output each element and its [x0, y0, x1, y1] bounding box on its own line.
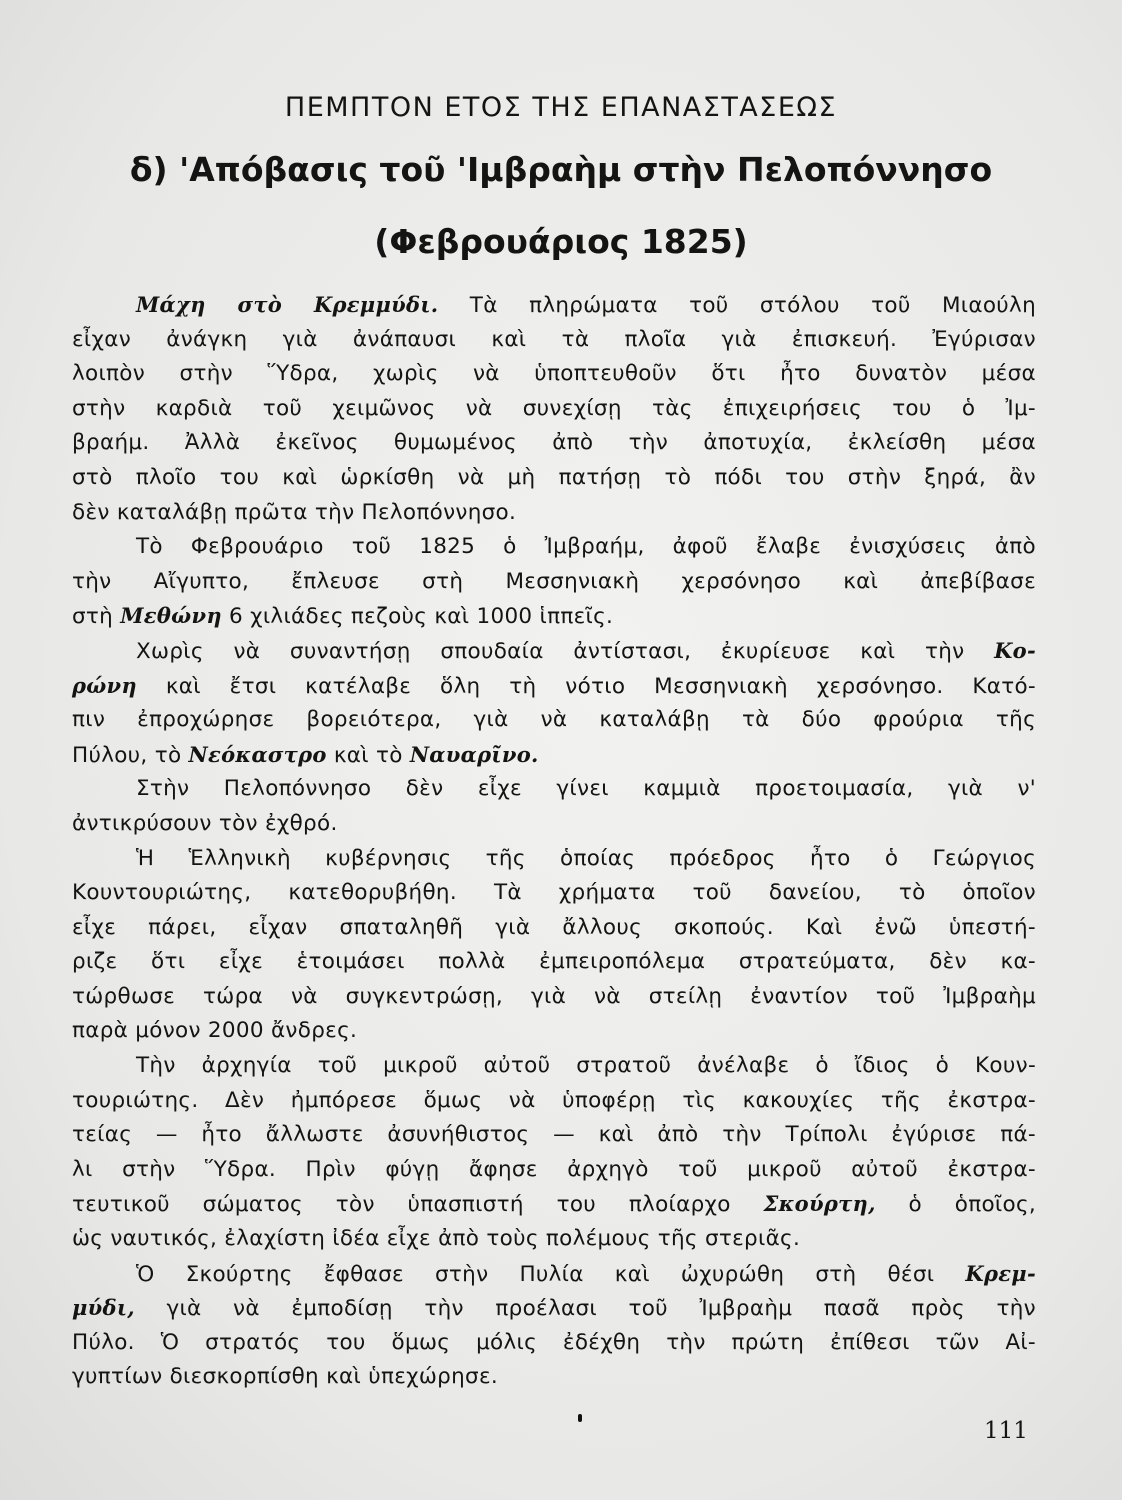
line-text: Ἡ Ἑλληνικὴ κυβέρνησις τῆς ὁποίας πρόεδρος ἦτο ὁ Γεώργιος [136, 845, 1036, 871]
text-line [72, 496, 1036, 531]
line-text: στὴ [72, 604, 121, 630]
line-content [136, 530, 1036, 565]
line-content [72, 703, 1036, 738]
line-content [72, 876, 1036, 911]
text-line [72, 565, 1036, 600]
line-content [136, 842, 1036, 877]
line-text: Τὰ πληρώματα τοῦ στόλου τοῦ Μιαούλη [438, 293, 1036, 318]
text-line [72, 392, 1036, 427]
line-text: 6 χιλιάδες πεζοὺς καὶ 1000 ἱππεῖς. [221, 604, 614, 630]
line-content [136, 1049, 1036, 1084]
line-content [72, 1187, 1036, 1222]
line-content [72, 392, 1036, 427]
line-text: δὲν καταλάβῃ πρῶτα τὴν Πελοπόννησο. [72, 499, 517, 525]
line-content [72, 1084, 1036, 1119]
text-line [72, 426, 1036, 461]
line-text: γιὰ νὰ ἐμποδίσῃ τὴν προέλασι τοῦ Ἰμβραὴμ πασᾶ πρὸς τὴν [134, 1296, 1036, 1322]
text-line [72, 1326, 1036, 1361]
line-text: ὁ ὁποῖος, [875, 1192, 1036, 1218]
line-text: Τὴν ἀρχηγία τοῦ μικροῦ αὐτοῦ στρατοῦ ἀνέλαβε ὁ ἴδιος ὁ Κουν- [136, 1053, 1036, 1079]
line-text: καὶ ἔτσι κατέλαβε ὅλη τὴ νότιο Μεσσηνιακὴ χερσόνησο. Κατό- [137, 673, 1036, 699]
line-content [136, 1257, 1036, 1292]
text-line [72, 323, 1036, 358]
line-text: στὴν καρδιὰ τοῦ χειμῶνος νὰ συνεχίσῃ τὰς ἐπιχειρήσεις του ὁ Ἰμ- [72, 395, 1036, 421]
line-content [72, 1014, 357, 1049]
text-line [72, 1360, 1036, 1395]
text-line [72, 530, 1036, 565]
line-content [72, 496, 516, 531]
line-text: καὶ τὸ [326, 742, 410, 768]
text-line [72, 1118, 1036, 1153]
line-text: στὸ πλοῖο του καὶ ὡρκίσθη νὰ μὴ πατήσῃ τὸ πόδι του στὴν ξηρά, ἂν [72, 464, 1036, 490]
line-content [72, 980, 1036, 1015]
emphasized-name: ρώνη [72, 672, 137, 698]
line-text: ριζε ὅτι εἶχε ἑτοιμάσει πολλὰ ἐμπειροπόλεμα στρατεύματα, δὲν κα- [72, 949, 1036, 975]
line-text: Στὴν Πελοπόννησο δὲν εἶχε γίνει καμμιὰ προετοιμασία, γιὰ ν' [136, 776, 1036, 802]
emphasized-name: Ναυαρῖνο. [409, 741, 539, 767]
text-line [72, 1257, 1036, 1292]
text-line [72, 357, 1036, 392]
line-content [72, 1291, 1036, 1326]
line-text: τουριώτης. Δὲν ἠμπόρεσε ὅμως νὰ ὑποφέρῃ τὶς κακουχίες τῆς ἐκστρα- [72, 1087, 1036, 1113]
line-text: πιν ἐπροχώρησε βορειότερα, γιὰ νὰ καταλάβῃ τὰ δύο φρούρια τῆς [72, 707, 1036, 733]
text-line [72, 1187, 1036, 1222]
line-text: Χωρὶς νὰ συναντήσῃ σπουδαία ἀντίστασι, ἐκυρίευσε καὶ τὴν [136, 638, 995, 664]
line-text: Πύλο. Ὁ στρατός του ὅμως μόλις ἐδέχθη τὴν πρώτη ἐπίθεσι τῶν Αἰ- [72, 1329, 1036, 1355]
text-line [72, 842, 1036, 877]
line-text: ἀντικρύσουν τὸν ἐχθρό. [72, 810, 338, 836]
line-text: Ὁ Σκούρτης ἔφθασε στὴν Πυλία καὶ ὠχυρώθη στὴ θέσι [136, 1261, 966, 1287]
line-content [72, 807, 338, 842]
line-content [72, 357, 1036, 392]
line-content [72, 599, 613, 634]
line-text: ὡς ναυτικός, ἐλαχίστη ἰδέα εἶχε ἀπὸ τοὺς πολέμους τῆς στεριᾶς. [72, 1226, 801, 1252]
line-text: Τὸ Φεβρουάριο τοῦ 1825 ὁ Ἰμβραήμ, ἀφοῦ ἔλαβε ἐνισχύσεις ἀπὸ [136, 534, 1036, 560]
text-line [72, 1153, 1036, 1188]
text-line [72, 1291, 1036, 1326]
emphasized-name: Μάχη στὸ Κρεμμύδι. [136, 292, 439, 317]
line-text: παρὰ μόνον 2000 ἄνδρες. [72, 1018, 358, 1044]
text-line [72, 703, 1036, 738]
text-line [72, 1049, 1036, 1084]
section-subtitle: (Φεβρουάριος 1825) [374, 222, 748, 261]
line-content [72, 1118, 1036, 1153]
text-line [72, 807, 1036, 842]
line-content [72, 738, 539, 773]
text-line [72, 772, 1036, 807]
text-line [72, 669, 1036, 704]
text-line [72, 288, 1036, 323]
emphasized-name: Κρεμ- [965, 1260, 1036, 1286]
line-text: εἶχε πάρει, εἶχαν σπαταληθῆ γιὰ ἄλλους σκοπούς. Καὶ ἐνῶ ὑπεστή- [72, 914, 1036, 940]
text-line [72, 599, 1036, 634]
line-text: τώρθωσε τώρα νὰ συγκεντρώσῃ, γιὰ νὰ στείλῃ ἐναντίον τοῦ Ἰμβραὴμ [72, 983, 1036, 1009]
body-text [72, 288, 1036, 1395]
text-line [72, 911, 1036, 946]
running-head: ΠΕΜΠΤΟΝ ΕΤΟΣ ΤΗΣ ΕΠΑΝΑΣΤΑΣΕΩΣ [284, 92, 838, 123]
text-line [72, 980, 1036, 1015]
line-content [72, 426, 1036, 461]
line-content [72, 461, 1036, 496]
line-text: εἶχαν ἀνάγκη γιὰ ἀνάπαυσι καὶ τὰ πλοῖα γιὰ ἐπισκευή. Ἐγύρισαν [72, 326, 1036, 352]
line-text: γυπτίων διεσκορπίσθη καὶ ὑπεχώρησε. [72, 1364, 499, 1390]
line-text: τείας — ἦτο ἄλλωστε ἀσυνήθιστος — καὶ ἀπὸ τὴν Τρίπολι ἐγύρισε πά- [72, 1122, 1036, 1148]
emphasized-name: Σκούρτη, [763, 1191, 876, 1217]
line-text: τὴν Αἴγυπτο, ἔπλευσε στὴ Μεσσηνιακὴ χερσόνησο καὶ ἀπεβίβασε [72, 568, 1036, 594]
emphasized-name: Κο- [994, 637, 1036, 663]
line-content [72, 1153, 1036, 1188]
line-content [72, 1222, 800, 1257]
emphasized-name: Μεθώνη [120, 603, 222, 629]
line-text: βραήμ. Ἀλλὰ ἐκεῖνος θυμωμένος ἀπὸ τὴν ἀποτυχία, ἐκλείσθη μέσα [72, 430, 1036, 456]
line-content [72, 911, 1036, 946]
text-line [72, 461, 1036, 496]
text-line [72, 634, 1036, 669]
line-content [72, 565, 1036, 600]
line-content [136, 772, 1036, 807]
line-text: τευτικοῦ σώματος τὸν ὑπασπιστή του πλοίαρχο [72, 1192, 764, 1218]
line-content [72, 1326, 1036, 1361]
line-content [72, 323, 1036, 358]
print-speck [578, 1414, 582, 1422]
line-content [72, 945, 1036, 980]
line-content [72, 1360, 498, 1395]
text-line [72, 738, 1036, 773]
line-content [72, 669, 1036, 704]
page-number: 111 [984, 1418, 1028, 1444]
emphasized-name: μύδι, [72, 1295, 135, 1321]
line-text: λι στὴν Ὕδρα. Πρὶν φύγῃ ἄφησε ἀρχηγὸ τοῦ μικροῦ αὐτοῦ ἐκστρα- [72, 1156, 1036, 1182]
line-content [136, 288, 1036, 323]
text-line [72, 1222, 1036, 1257]
emphasized-name: Νεόκαστρο [188, 741, 327, 767]
line-text: λοιπὸν στὴν Ὕδρα, χωρὶς νὰ ὑποπτευθοῦν ὅτι ἦτο δυνατὸν μέσα [72, 361, 1036, 387]
text-line [72, 1014, 1036, 1049]
section-title: δ) 'Απόβασις τοῦ 'Ιμβραὴμ στὴν Πελοπόννησο [129, 150, 993, 189]
text-line [72, 945, 1036, 980]
text-line [72, 1084, 1036, 1119]
line-content [136, 634, 1036, 669]
text-line [72, 876, 1036, 911]
line-text: Κουντουριώτης, κατεθορυβήθη. Τὰ χρήματα τοῦ δανείου, τὸ ὁποῖον [72, 880, 1036, 906]
line-text: Πύλου, τὸ [72, 742, 189, 768]
